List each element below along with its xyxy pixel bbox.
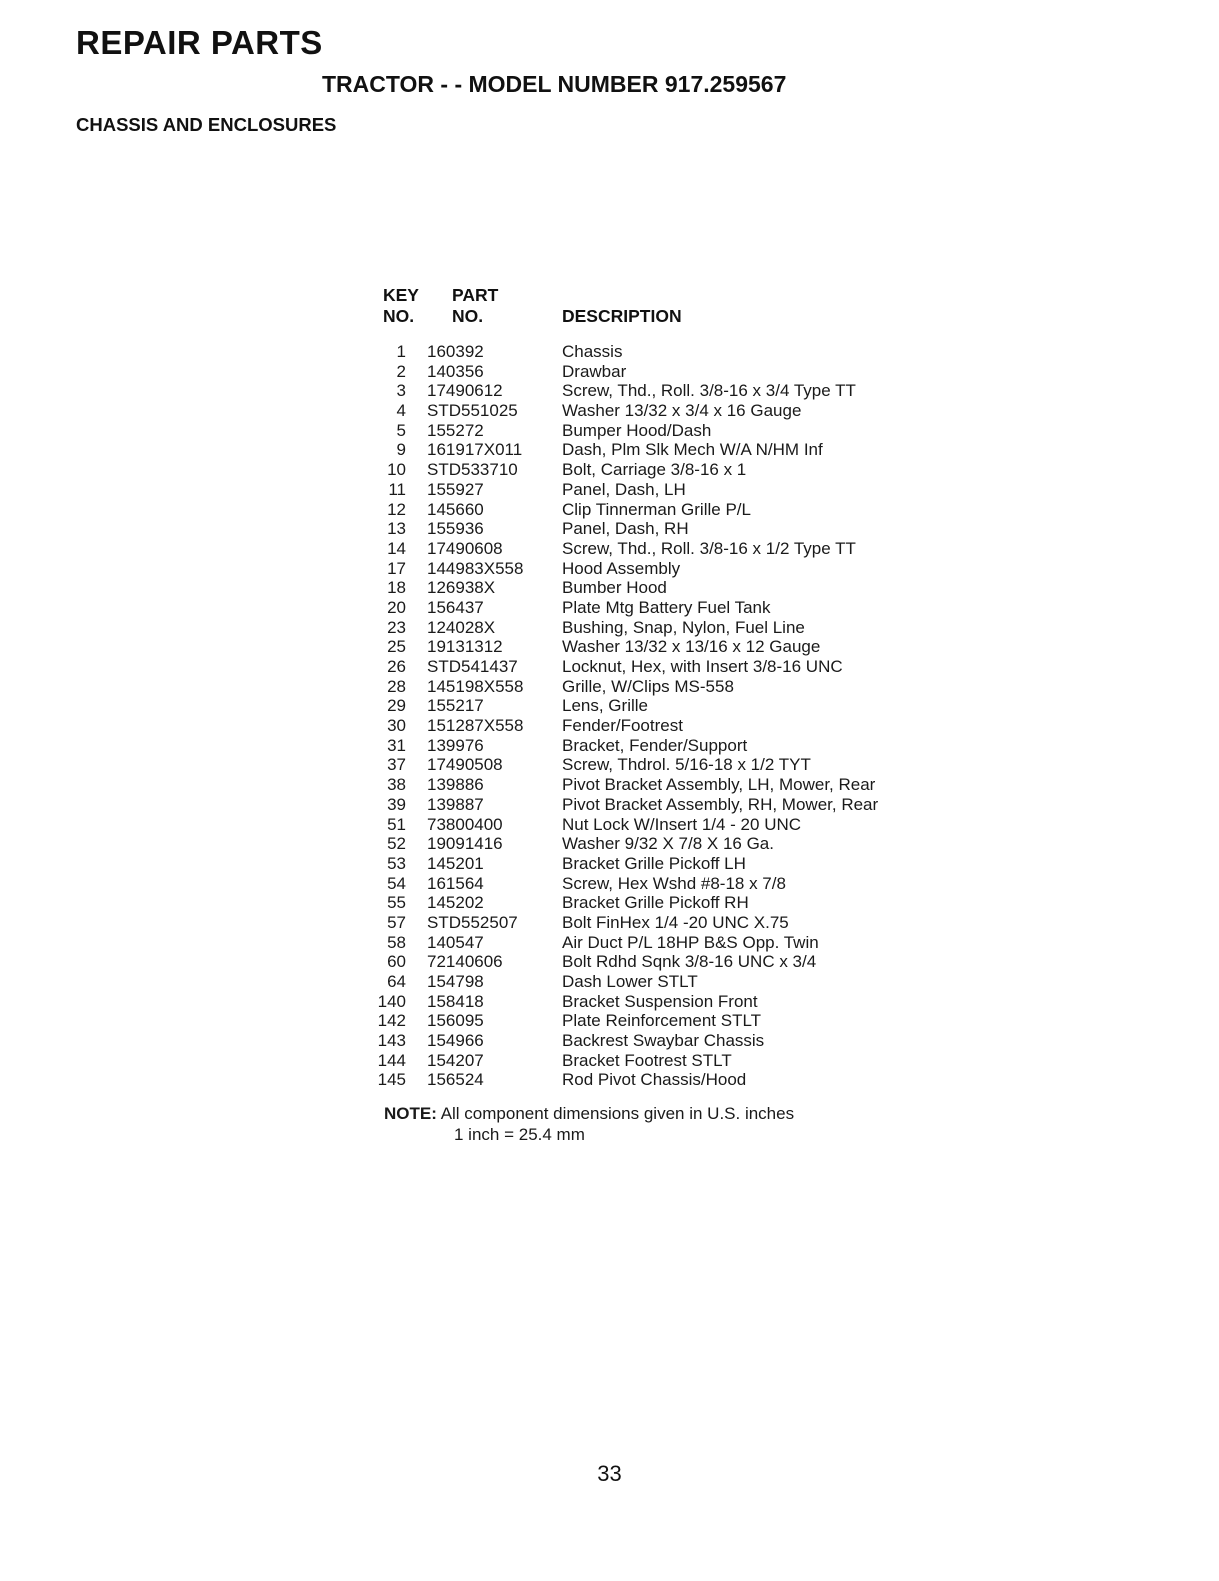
parts-row (372, 677, 972, 697)
parts-row (372, 381, 972, 401)
parts-row (372, 933, 972, 953)
parts-row (372, 539, 972, 559)
part-description: Bushing, Snap, Nylon, Fuel Line (562, 617, 805, 637)
part-no: 17490612 (427, 381, 503, 401)
part-key-no: 10 (387, 460, 406, 480)
page-number: 33 (597, 1461, 622, 1486)
parts-row (372, 460, 972, 480)
part-key-no: 12 (387, 499, 406, 519)
part-description: Panel, Dash, RH (562, 519, 689, 539)
part-description: Pivot Bracket Assembly, LH, Mower, Rear (562, 775, 876, 795)
parts-row (372, 893, 972, 913)
part-no: 160392 (427, 342, 484, 361)
part-no: 145660 (427, 499, 484, 519)
part-description: Pivot Bracket Assembly, RH, Mower, Rear (562, 794, 879, 814)
parts-row (372, 874, 972, 894)
part-no: 156524 (427, 1070, 484, 1090)
part-description: Bumber Hood (562, 578, 667, 598)
part-key-no: 64 (387, 972, 406, 991)
part-description: Plate Reinforcement STLT (562, 1011, 762, 1031)
part-description: Chassis (562, 342, 623, 361)
part-no: 155927 (427, 479, 484, 499)
part-no: 154798 (427, 972, 484, 991)
part-no: 126938X (427, 578, 496, 598)
part-key-no: 39 (387, 794, 406, 814)
part-description: Panel, Dash, LH (562, 479, 686, 499)
parts-row (372, 834, 972, 854)
part-key-no: 28 (387, 676, 406, 696)
parts-row (372, 795, 972, 815)
part-key-no: 4 (396, 401, 406, 421)
part-key-no: 23 (387, 617, 406, 637)
part-description: Bolt Rdhd Sqnk 3/8-16 UNC x 3/4 (562, 952, 817, 972)
part-key-no: 37 (387, 755, 406, 775)
parts-row (372, 657, 972, 677)
part-no: 145201 (427, 853, 484, 873)
part-key-no: 9 (396, 440, 406, 460)
parts-row (372, 500, 972, 520)
part-no: 161564 (427, 873, 484, 893)
part-key-no: 55 (387, 893, 406, 913)
part-description: Bolt, Carriage 3/8-16 x 1 (562, 460, 747, 480)
parts-row (372, 559, 972, 579)
part-no: 145198X558 (427, 676, 524, 696)
note-label: NOTE: (384, 1104, 437, 1123)
parts-row (372, 598, 972, 618)
part-description: Screw, Thd., Roll. 3/8-16 x 1/2 Type TT (562, 538, 856, 558)
part-key-no: 60 (387, 952, 406, 972)
part-no: 155936 (427, 519, 484, 539)
parts-row (372, 696, 972, 716)
part-key-no: 30 (387, 716, 406, 736)
part-no: 144983X558 (427, 558, 524, 578)
part-key-no: 14 (387, 538, 406, 558)
part-description: Rod Pivot Chassis/Hood (562, 1070, 747, 1090)
part-description: Bracket Suspension Front (562, 991, 758, 1011)
part-key-no: 11 (388, 479, 406, 499)
part-description: Grille, W/Clips MS-558 (562, 676, 734, 696)
part-description: Screw, Thdrol. 5/16-18 x 1/2 TYT (562, 755, 811, 775)
part-key-no: 18 (387, 578, 406, 598)
part-no: 158418 (427, 991, 484, 1011)
note-text: All component dimensions given in U.S. inches (440, 1104, 795, 1123)
part-no: STD541437 (427, 657, 518, 676)
part-description: Plate Mtg Battery Fuel Tank (562, 597, 771, 617)
part-key-no: 145 (377, 1070, 406, 1090)
part-description: Washer 13/32 x 3/4 x 16 Gauge (562, 401, 802, 421)
part-key-no: 29 (387, 696, 406, 716)
part-key-no: 1 (396, 342, 406, 361)
column-header-part-no: NO. (452, 306, 484, 326)
part-description: Bumper Hood/Dash (562, 420, 712, 440)
part-key-no: 17 (387, 558, 406, 578)
part-no: 140547 (427, 932, 484, 952)
part-description: Bracket Grille Pickoff LH (562, 853, 746, 873)
column-header-description: DESCRIPTION (562, 306, 682, 326)
column-header-part: PART (452, 285, 499, 305)
part-key-no: 143 (377, 1031, 406, 1051)
part-description: Backrest Swaybar Chassis (562, 1031, 765, 1051)
part-no: 156437 (427, 597, 484, 617)
parts-row (372, 480, 972, 500)
parts-row (372, 440, 972, 460)
parts-row (372, 913, 972, 933)
part-key-no: 20 (387, 597, 406, 617)
part-key-no: 57 (387, 912, 406, 932)
part-description: Bracket, Fender/Support (562, 735, 748, 755)
part-description: Air Duct P/L 18HP B&S Opp. Twin (562, 932, 819, 952)
parts-row (372, 637, 972, 657)
column-header-key-no: NO. (383, 306, 415, 326)
part-key-no: 140 (377, 991, 406, 1011)
part-description: Locknut, Hex, with Insert 3/8-16 UNC (562, 657, 843, 676)
part-no: 161917X011 (427, 440, 523, 460)
column-header-key: KEY (383, 285, 419, 305)
part-no: 151287X558 (427, 716, 524, 736)
part-no: 156095 (427, 1011, 484, 1031)
part-no: 72140606 (427, 952, 503, 972)
parts-row (372, 952, 972, 972)
part-no: 19091416 (427, 834, 503, 854)
part-description: Washer 13/32 x 13/16 x 12 Gauge (562, 637, 821, 657)
part-no: 17490608 (427, 538, 503, 558)
parts-row (372, 618, 972, 638)
note (384, 1104, 794, 1124)
parts-row (372, 972, 972, 992)
parts-row (372, 519, 972, 539)
part-no: 139976 (427, 735, 484, 755)
part-no: 19131312 (427, 637, 503, 657)
parts-row (372, 578, 972, 598)
part-key-no: 142 (377, 1011, 406, 1031)
part-no: 17490508 (427, 755, 503, 775)
part-no: STD552507 (427, 912, 518, 932)
model-subtitle: TRACTOR - - MODEL NUMBER 917.259567 (322, 71, 787, 97)
page-title: REPAIR PARTS (76, 24, 323, 61)
part-description: Clip Tinnerman Grille P/L (562, 499, 751, 519)
part-key-no: 25 (387, 637, 406, 657)
part-description: Lens, Grille (562, 696, 648, 716)
part-no: 155217 (427, 696, 484, 716)
parts-row (372, 362, 972, 382)
parts-row (372, 1070, 972, 1090)
parts-row (372, 421, 972, 441)
part-no: STD533710 (427, 460, 518, 480)
part-description: Bracket Footrest STLT (562, 1050, 732, 1070)
parts-row (372, 736, 972, 756)
parts-row (372, 342, 972, 362)
part-key-no: 58 (387, 932, 406, 952)
part-key-no: 31 (387, 735, 406, 755)
part-key-no: 2 (396, 361, 406, 381)
part-no: 154966 (427, 1031, 484, 1051)
part-key-no: 26 (387, 657, 406, 676)
parts-row (372, 755, 972, 775)
part-no: STD551025 (427, 401, 518, 421)
parts-row (372, 992, 972, 1012)
part-description: Dash Lower STLT (562, 972, 698, 991)
part-description: Screw, Thd., Roll. 3/8-16 x 3/4 Type TT (562, 381, 856, 401)
parts-list (372, 342, 972, 1090)
parts-row (372, 1051, 972, 1071)
parts-row (372, 1011, 972, 1031)
part-no: 139887 (427, 794, 484, 814)
parts-row (372, 716, 972, 736)
note-conversion: 1 inch = 25.4 mm (454, 1125, 585, 1144)
part-key-no: 13 (387, 519, 406, 539)
part-description: Nut Lock W/Insert 1/4 - 20 UNC (562, 814, 802, 834)
part-description: Bracket Grille Pickoff RH (562, 893, 749, 913)
parts-row (372, 815, 972, 835)
parts-row (372, 1031, 972, 1051)
part-description: Washer 9/32 X 7/8 X 16 Ga. (562, 834, 774, 854)
part-key-no: 5 (396, 420, 406, 440)
part-key-no: 53 (387, 853, 406, 873)
part-description: Dash, Plm Slk Mech W/A N/HM Inf (562, 440, 823, 460)
part-no: 73800400 (427, 814, 503, 834)
part-description: Hood Assembly (562, 558, 681, 578)
parts-row (372, 401, 972, 421)
part-no: 139886 (427, 775, 484, 795)
part-key-no: 52 (387, 834, 406, 854)
part-description: Fender/Footrest (562, 716, 683, 736)
part-no: 155272 (427, 420, 484, 440)
section-heading: CHASSIS AND ENCLOSURES (76, 114, 337, 135)
parts-row (372, 775, 972, 795)
part-key-no: 3 (396, 381, 406, 401)
parts-row (372, 854, 972, 874)
part-key-no: 51 (387, 814, 406, 834)
part-no: 124028X (427, 617, 496, 637)
part-description: Bolt FinHex 1/4 -20 UNC X.75 (562, 912, 789, 932)
part-key-no: 38 (387, 775, 406, 795)
part-no: 140356 (427, 361, 484, 381)
part-description: Drawbar (562, 361, 627, 381)
part-no: 145202 (427, 893, 484, 913)
part-key-no: 144 (377, 1050, 406, 1070)
part-description: Screw, Hex Wshd #8-18 x 7/8 (562, 873, 786, 893)
part-no: 154207 (427, 1050, 484, 1070)
part-key-no: 54 (387, 873, 406, 893)
